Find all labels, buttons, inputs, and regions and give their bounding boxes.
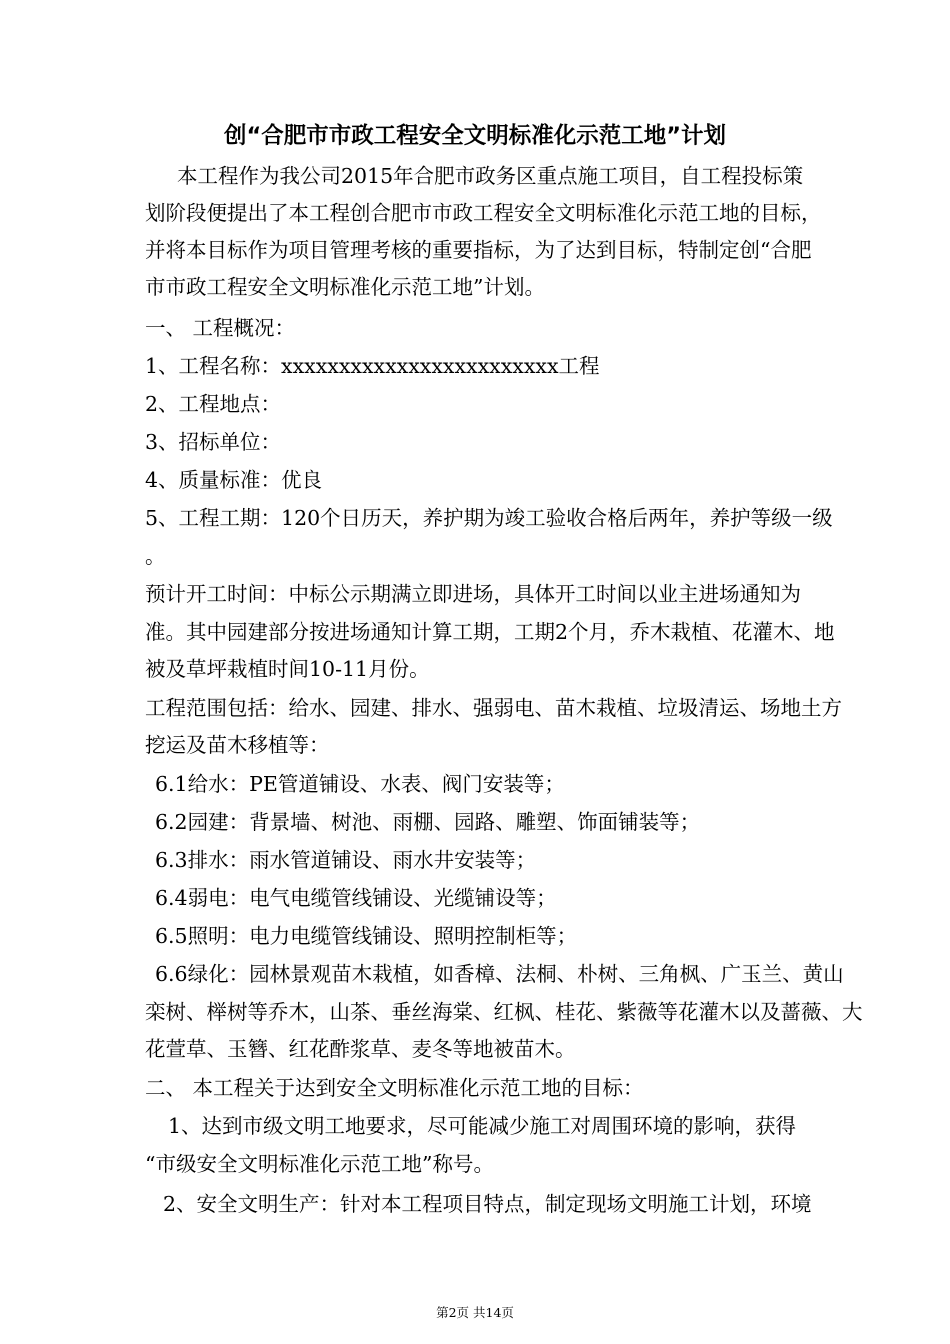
paragraph-line: 划阶段便提出了本工程创合肥市市政工程安全文明标准化示范工地的目标， [145, 201, 822, 225]
paragraph-line: 栾树、榉树等乔木，山茶、垂丝海棠、红枫、桂花、紫薇等花灌木以及蔷薇、大 [145, 1000, 863, 1024]
list-item: 4、质量标准：优良 [145, 468, 323, 492]
paragraph-line: 2、安全文明生产：针对本工程项目特点，制定现场文明施工计划，环境 [163, 1192, 812, 1216]
list-item: 2、工程地点： [145, 392, 282, 416]
paragraph-line: 工程范围包括：给水、园建、排水、强弱电、苗木栽植、垃圾清运、场地土方 [145, 696, 842, 720]
section-heading: 二、 本工程关于达到安全文明标准化示范工地的目标： [145, 1076, 644, 1100]
list-item: 6.2园建：背景墙、树池、雨棚、园路、雕塑、饰面铺装等； [155, 810, 701, 834]
list-item: 5、工程工期：120个日历天，养护期为竣工验收合格后两年，养护等级一级 [145, 506, 833, 530]
section-heading: 一、 工程概况： [145, 316, 296, 340]
paragraph-line: 准。其中园建部分按进场通知计算工期，工期2个月，乔木栽植、花灌木、地 [145, 620, 835, 644]
paragraph-line: “市级安全文明标准化示范工地”称号。 [145, 1152, 494, 1176]
paragraph-line: 1、达到市级文明工地要求，尽可能减少施工对周围环境的影响，获得 [168, 1114, 797, 1138]
page-footer: 第2页 共14页 [436, 1305, 514, 1320]
list-item: 3、招标单位： [145, 430, 282, 454]
list-item: 1、工程名称：xxxxxxxxxxxxxxxxxxxxxxxx工程 [145, 354, 600, 378]
paragraph-line: 挖运及苗木移植等： [145, 733, 330, 757]
list-item: 6.5照明：电力电缆管线铺设、照明控制柜等； [155, 924, 578, 948]
paragraph-line: 花萱草、玉簪、红花酢浆草、麦冬等地被苗木。 [145, 1037, 576, 1061]
paragraph-line: 被及草坪栽植时间10-11月份。 [145, 657, 430, 681]
list-item: 6.4弱电：电气电缆管线铺设、光缆铺设等； [155, 886, 557, 910]
document-title: 创“合肥市市政工程安全文明标准化示范工地”计划 [223, 123, 727, 149]
paragraph-line: 本工程作为我公司2015年合肥市政务区重点施工项目，自工程投标策 [177, 164, 804, 188]
paragraph-line: 。 [145, 544, 166, 568]
paragraph-line: 市市政工程安全文明标准化示范工地”计划。 [145, 275, 545, 299]
paragraph-line: 预计开工时间：中标公示期满立即进场，具体开工时间以业主进场通知为 [145, 582, 801, 606]
list-item: 6.6绿化：园林景观苗木栽植，如香樟、法桐、朴树、三角枫、广玉兰、黄山 [155, 962, 844, 986]
list-item: 6.1给水：PE管道铺设、水表、阀门安装等； [155, 772, 565, 796]
paragraph-line: 并将本目标作为项目管理考核的重要指标，为了达到目标，特制定创“合肥 [145, 238, 812, 262]
list-item: 6.3排水：雨水管道铺设、雨水井安装等； [155, 848, 537, 872]
